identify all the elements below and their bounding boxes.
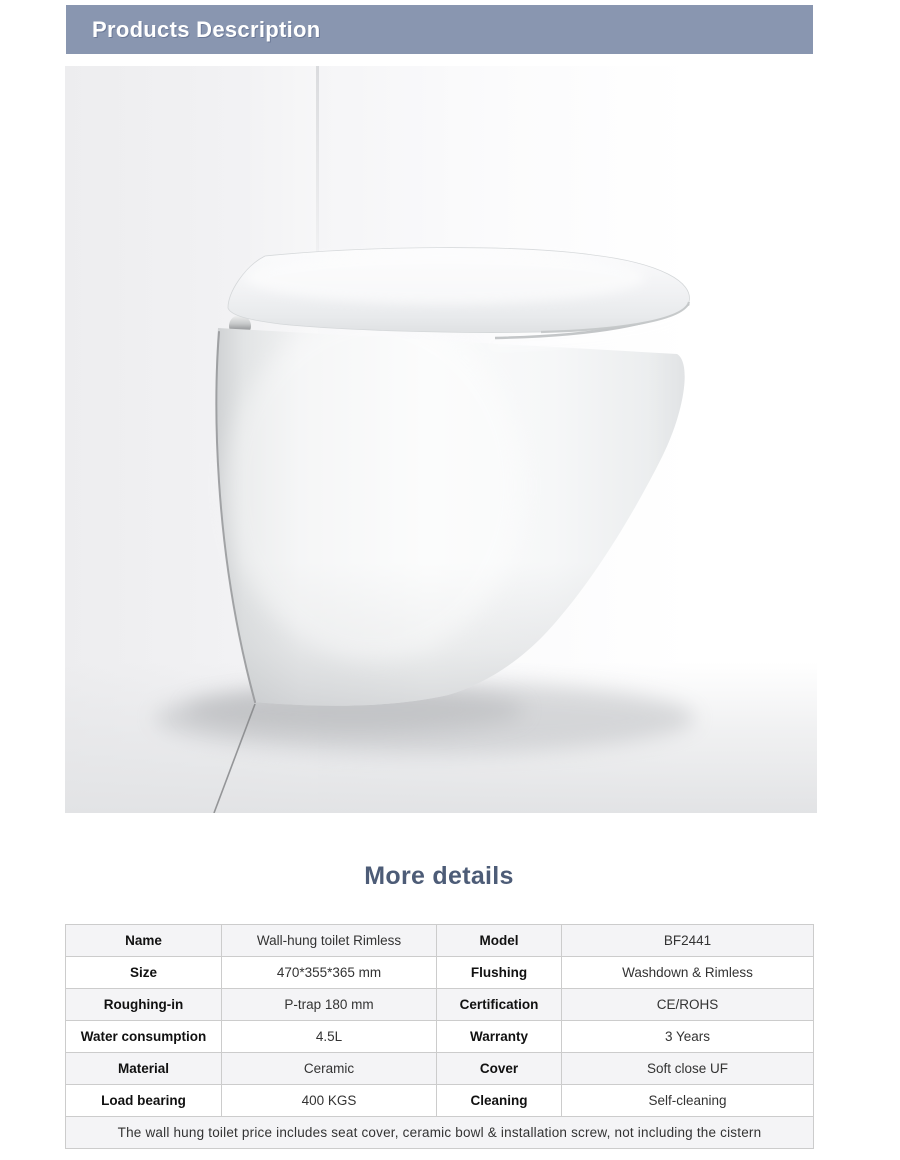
wall-hung-toilet-illustration [65, 66, 817, 813]
spec-label: Name [66, 925, 222, 957]
spec-value: Self-cleaning [562, 1085, 814, 1117]
table-row [66, 957, 814, 989]
table-note-row [66, 1117, 814, 1149]
spec-label: Cleaning [437, 1085, 562, 1117]
spec-label: Cover [437, 1053, 562, 1085]
table-row [66, 989, 814, 1021]
table-row [66, 1053, 814, 1085]
spec-value: BF2441 [562, 925, 814, 957]
spec-value: Washdown & Rimless [562, 957, 814, 989]
toilet-lid [228, 248, 689, 333]
spec-label: Model [437, 925, 562, 957]
more-details-heading: More details [364, 862, 514, 890]
spec-value: P-trap 180 mm [222, 989, 437, 1021]
spec-label: Water consumption [66, 1021, 222, 1053]
spec-value: 4.5L [222, 1021, 437, 1053]
spec-label: Size [66, 957, 222, 989]
spec-value: 3 Years [562, 1021, 814, 1053]
products-description-banner [66, 5, 813, 54]
product-photo [65, 66, 817, 813]
spec-label: Load bearing [66, 1085, 222, 1117]
spec-label: Roughing-in [66, 989, 222, 1021]
spec-value: Wall-hung toilet Rimless [222, 925, 437, 957]
spec-value: Soft close UF [562, 1053, 814, 1085]
spec-table [65, 924, 814, 1149]
spec-value: 470*355*365 mm [222, 957, 437, 989]
spec-value: Ceramic [222, 1053, 437, 1085]
spec-label: Certification [437, 989, 562, 1021]
spec-value: CE/ROHS [562, 989, 814, 1021]
spec-value: 400 KGS [222, 1085, 437, 1117]
table-note: The wall hung toilet price includes seat cover, ceramic bowl & installation screw, not including the cistern [66, 1117, 814, 1149]
table-row [66, 1021, 814, 1053]
spec-label: Flushing [437, 957, 562, 989]
banner-title: Products Description [92, 16, 321, 42]
table-row [66, 1085, 814, 1117]
spec-label: Material [66, 1053, 222, 1085]
table-row [66, 925, 814, 957]
spec-label: Warranty [437, 1021, 562, 1053]
